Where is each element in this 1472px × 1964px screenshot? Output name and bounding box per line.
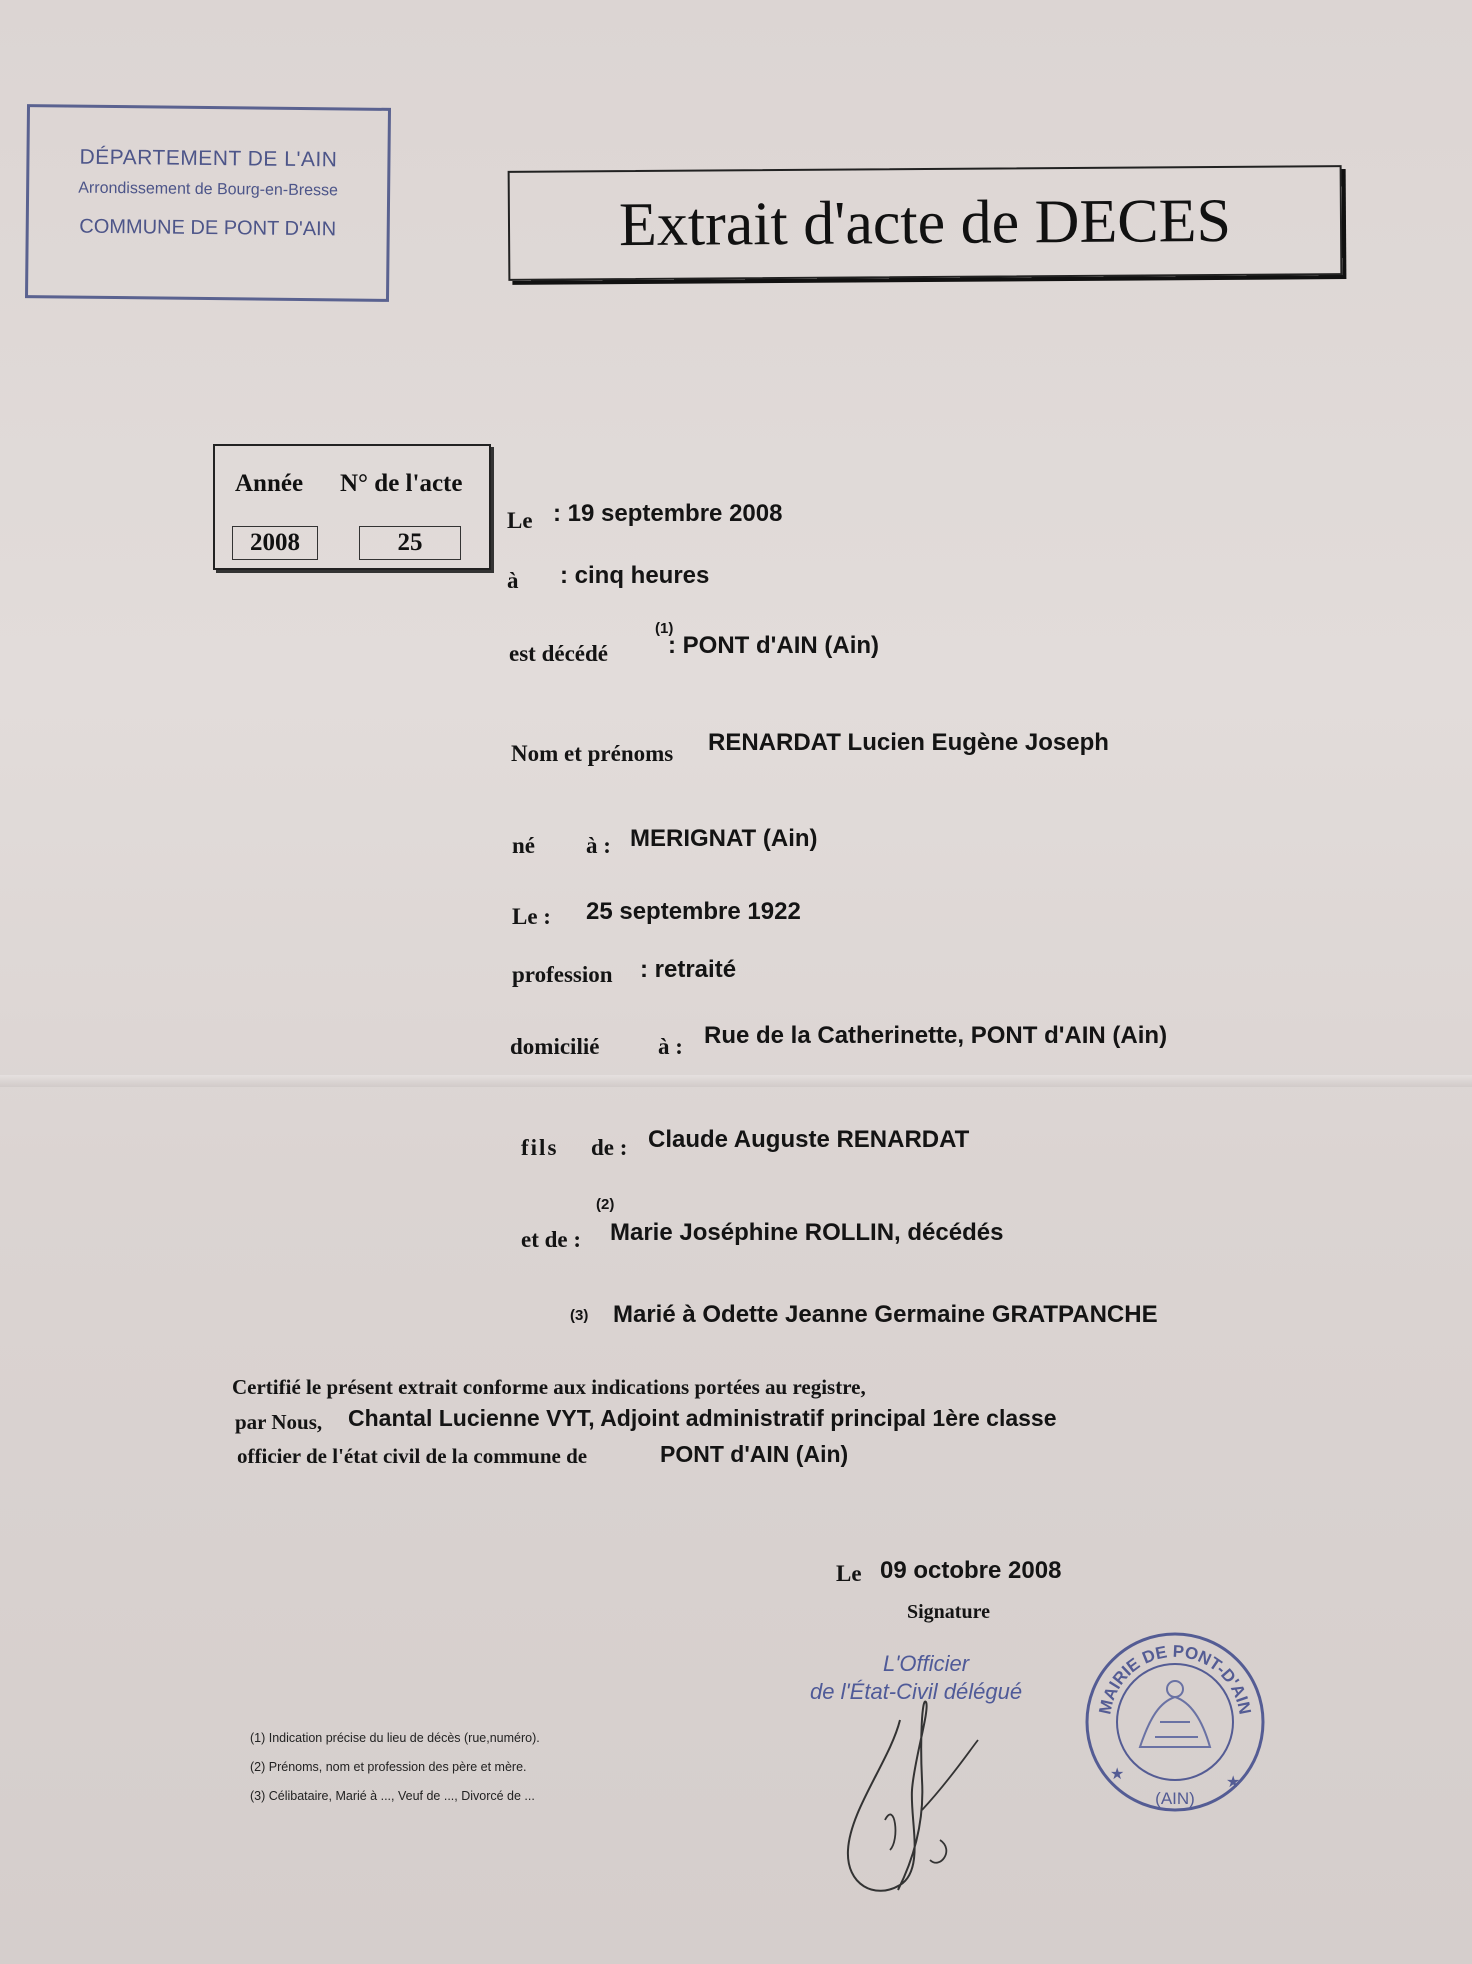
document-title-box	[508, 165, 1343, 281]
le2-value: 25 septembre 1922	[586, 898, 801, 925]
fils-de-label: de :	[591, 1135, 628, 1160]
marie-footnote-ref: (3)	[570, 1307, 589, 1324]
annee-label: Année	[235, 470, 304, 497]
le-label: Le	[507, 508, 533, 533]
ne-label: né	[512, 833, 535, 858]
svg-text:★: ★	[1226, 1774, 1241, 1791]
profession-value: : retraité	[640, 956, 737, 983]
le2-label: Le :	[512, 904, 551, 929]
nom-value: RENARDAT Lucien Eugène Joseph	[708, 729, 1109, 756]
decede-label: est décédé	[509, 641, 608, 666]
decede-footnote-ref: (1)	[655, 620, 674, 637]
a-label: à	[507, 568, 519, 593]
numero-label: N° de l'acte	[340, 470, 463, 497]
ne-a-label: à :	[586, 833, 611, 858]
mere-footnote-ref: (2)	[596, 1196, 615, 1213]
numero-value: 25	[359, 526, 461, 560]
stamp-arrondissement: Arrondissement de Bourg-en-Bresse	[78, 179, 339, 200]
domicile-value: Rue de la Catherinette, PONT d'AIN (Ain)	[704, 1022, 1168, 1049]
footnote-3: (3) Célibataire, Marié à ..., Veuf de ..., Divorcé de ...	[250, 1789, 535, 1803]
ne-value: MERIGNAT (Ain)	[630, 825, 818, 852]
certification-line1: Certifié le présent extrait conforme aux indications portées au registre,	[232, 1375, 866, 1399]
marie-value: Marié à Odette Jeanne Germaine GRATPANCHE	[613, 1301, 1158, 1328]
nom-label: Nom et prénoms	[511, 741, 674, 766]
paper-fold	[0, 1075, 1472, 1087]
certification-officer-name: Chantal Lucienne VYT, Adjoint administratif principal 1ère classe	[348, 1405, 1057, 1431]
profession-label: profession	[512, 962, 613, 987]
certification-line2-prefix: par Nous,	[235, 1410, 323, 1434]
mere-label: et de :	[521, 1227, 582, 1252]
footnote-1: (1) Indication précise du lieu de décès (rue,numéro).	[250, 1731, 540, 1745]
annee-value: 2008	[232, 526, 318, 560]
department-stamp	[25, 104, 391, 302]
a-value: : cinq heures	[560, 562, 710, 589]
signature-date-label: Le	[836, 1561, 862, 1586]
le-value: : 19 septembre 2008	[553, 500, 783, 527]
signature-label: Signature	[907, 1601, 990, 1623]
domicile-a-label: à :	[658, 1034, 683, 1059]
domicile-label: domicilié	[510, 1034, 600, 1059]
stamp-department: DÉPARTEMENT DE L'AIN	[79, 145, 338, 172]
document-title: Extrait d'acte de DECES	[618, 186, 1232, 259]
acte-number-box	[213, 444, 491, 570]
seal-text: MAIRIE DE PONT-D'AIN	[1095, 1641, 1255, 1717]
mairie-seal	[1080, 1627, 1270, 1817]
footnote-2: (2) Prénoms, nom et profession des père et mère.	[250, 1760, 527, 1774]
stamp-commune: COMMUNE DE PONT D'AIN	[79, 215, 337, 241]
fils-label: fils	[521, 1135, 559, 1160]
signature-date-value: 09 octobre 2008	[880, 1557, 1062, 1584]
seal-bottom-text: (AIN)	[1155, 1789, 1195, 1808]
officer-title-line1: L'Officier	[883, 1651, 970, 1676]
mere-value: Marie Joséphine ROLLIN, décédés	[610, 1219, 1004, 1246]
certification-commune: PONT d'AIN (Ain)	[660, 1441, 849, 1467]
svg-text:★: ★	[1110, 1766, 1125, 1783]
decede-value: : PONT d'AIN (Ain)	[668, 632, 880, 659]
handwritten-signature	[830, 1700, 1000, 1910]
pere-value: Claude Auguste RENARDAT	[648, 1126, 970, 1153]
officer-title-line2: de l'État-Civil délégué	[810, 1679, 1023, 1704]
certification-line3-prefix: officier de l'état civil de la commune de	[237, 1444, 588, 1468]
